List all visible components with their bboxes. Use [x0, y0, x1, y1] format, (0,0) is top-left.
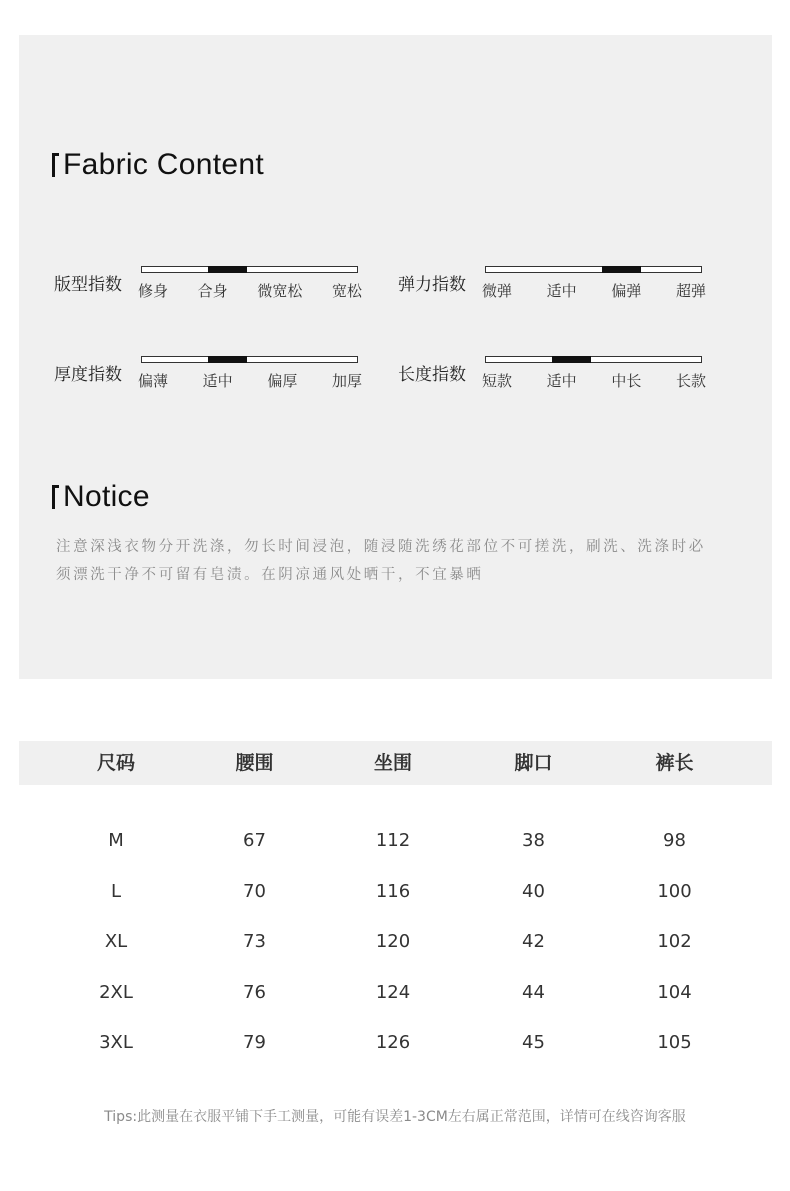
- metric-selected-marker: [602, 266, 641, 273]
- metric-options: [138, 370, 362, 391]
- table-cell: 120: [375, 931, 411, 952]
- header-hip: 坐围: [373, 752, 412, 774]
- table-cell: 124: [375, 981, 411, 1003]
- table-cell: 3XL: [99, 1032, 133, 1053]
- metric-option: 修身: [138, 282, 169, 300]
- metric-option: 长款: [675, 372, 706, 390]
- metric-scale-bar: [485, 266, 702, 273]
- metric-option: 适中: [202, 372, 233, 390]
- notice-title: Notice: [63, 480, 150, 513]
- metric-option: 适中: [546, 372, 577, 390]
- table-cell: 98: [663, 830, 686, 851]
- metric-scale-bar: [141, 266, 358, 273]
- table-cell: 116: [375, 880, 411, 902]
- table-cell: 44: [522, 981, 545, 1003]
- table-cell: 70: [243, 880, 266, 902]
- size-table-header: [19, 741, 772, 785]
- metric-option: 短款: [482, 372, 513, 390]
- metric-option: 中长: [611, 372, 642, 390]
- table-row: [19, 1028, 772, 1058]
- table-cell: XL: [104, 931, 128, 952]
- metric-option: 偏薄: [138, 372, 169, 390]
- header-size: 尺码: [96, 752, 135, 774]
- metric-option: 加厚: [331, 372, 362, 390]
- table-cell: 100: [657, 880, 692, 902]
- table-cell: 112: [375, 830, 411, 851]
- metric-option: 微宽松: [257, 282, 303, 300]
- metric-option: 超弹: [675, 282, 706, 300]
- metric-options: [482, 370, 706, 391]
- metric-option: 偏厚: [267, 372, 298, 390]
- header-leg-opening: 脚口: [514, 752, 553, 774]
- metric-selected-marker: [552, 356, 591, 363]
- fabric-content-title: Fabric Content: [63, 148, 264, 181]
- table-row: [19, 826, 772, 856]
- header-length: 裤长: [655, 752, 694, 774]
- notice-heading: [52, 480, 150, 514]
- measurement-tip: Tips:此测量在衣服平铺下手工测量，可能有误差1-3CM左右属正常范围，详情可在线咨询客服: [104, 1109, 686, 1125]
- metric-scale-bar: [141, 356, 358, 363]
- table-row: [19, 927, 772, 957]
- metric-label: 厚度指数: [54, 365, 122, 385]
- metric-option: 微弹: [482, 282, 513, 300]
- table-cell: 76: [243, 981, 266, 1003]
- fabric-metric: [398, 270, 718, 310]
- notice-text: 注意深浅衣物分开洗涤，勿长时间浸泡，随浸随洗绣花部位不可搓洗，刷洗、洗涤时必须漂洗干净不可留有皂渍。在阴凉通风处晒干，不宜暴晒: [56, 539, 706, 583]
- metric-selected-marker: [208, 266, 247, 273]
- table-cell: 38: [522, 830, 545, 851]
- header-waist: 腰围: [235, 752, 274, 774]
- metric-selected-marker: [208, 356, 247, 363]
- table-cell: 104: [657, 981, 692, 1003]
- table-cell: 45: [522, 1032, 545, 1053]
- bracket-icon: [52, 153, 59, 177]
- table-cell: L: [110, 880, 122, 902]
- metric-label: 版型指数: [54, 275, 122, 295]
- fabric-content-heading: [52, 148, 264, 182]
- metric-scale-bar: [485, 356, 702, 363]
- table-row: [19, 978, 772, 1008]
- table-cell: 102: [657, 931, 692, 952]
- fabric-metric: [54, 360, 374, 400]
- table-cell: 79: [243, 1032, 266, 1053]
- table-cell: 67: [243, 830, 266, 851]
- metric-options: [482, 280, 706, 301]
- table-row: [19, 877, 772, 907]
- metric-options: [138, 280, 362, 301]
- table-cell: 42: [522, 931, 545, 952]
- metric-option: 偏弹: [611, 282, 642, 300]
- metric-option: 宽松: [331, 282, 362, 300]
- metric-label: 长度指数: [398, 365, 466, 385]
- table-cell: 2XL: [99, 981, 133, 1003]
- bracket-icon: [52, 485, 59, 509]
- table-cell: 73: [243, 931, 266, 952]
- table-cell: 105: [657, 1032, 692, 1053]
- fabric-metric: [398, 360, 718, 400]
- metric-option: 合身: [197, 282, 228, 300]
- metric-label: 弹力指数: [398, 275, 466, 295]
- table-cell: 40: [522, 880, 545, 902]
- fabric-metric: [54, 270, 374, 310]
- table-cell: 126: [375, 1032, 411, 1053]
- table-cell: M: [108, 830, 124, 851]
- metric-option: 适中: [546, 282, 577, 300]
